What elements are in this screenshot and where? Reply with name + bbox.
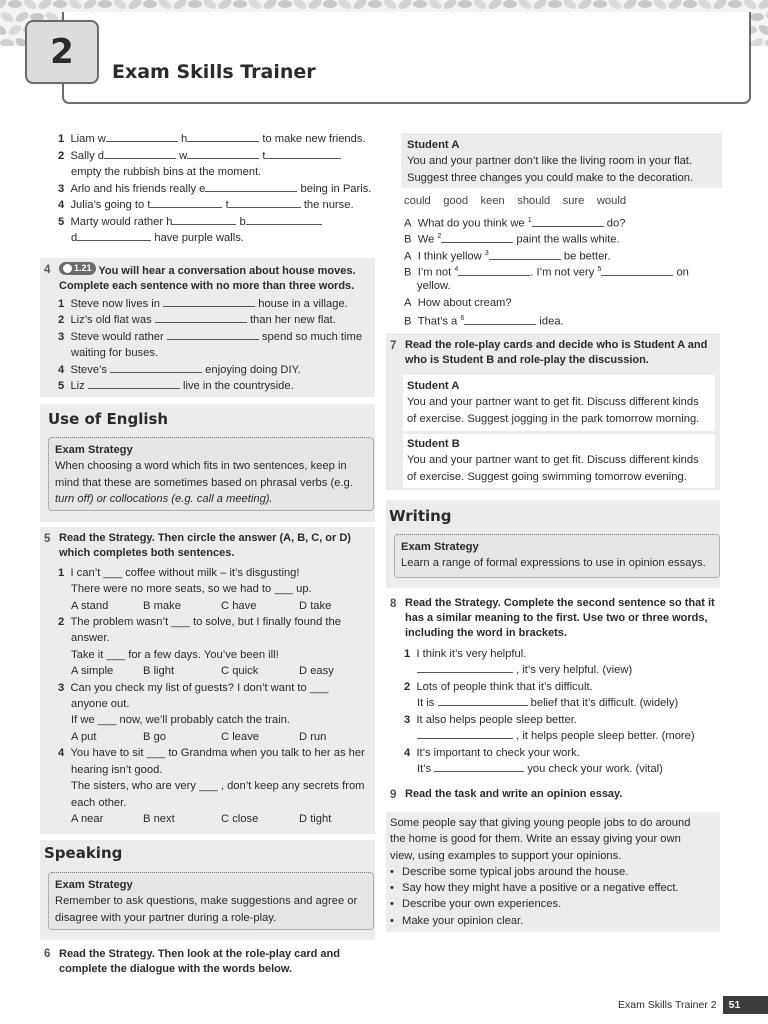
pattern-dot xyxy=(233,0,247,8)
pattern-dot xyxy=(593,0,607,8)
ex5-item-3-line2: If we ___ now, we’ll probably catch the train. xyxy=(71,714,290,726)
answer-blank[interactable] xyxy=(77,230,151,241)
answer-blank[interactable] xyxy=(205,181,297,192)
task-bullet: • Say how they might have a positive or a negative effect. xyxy=(390,880,720,896)
pattern-dot xyxy=(172,0,188,11)
ex4-instruction: 1.21 You will hear a conversation about house moves. Complete each sentence with no more than three words. xyxy=(59,263,356,292)
ex8-item-3-answer: , it helps people sleep better. (more) xyxy=(417,728,695,744)
ex5-item-2-line2: Take it ___ for a few days. You’ve been ill! xyxy=(71,649,279,661)
card-label: Student A xyxy=(407,380,460,392)
word-bank-item: would xyxy=(596,195,627,207)
answer-blank[interactable] xyxy=(489,249,561,260)
option[interactable]: B go xyxy=(143,731,167,743)
pattern-dot xyxy=(622,0,638,11)
ex7-instruction: Read the role-play cards and decide who is Student A and who is Student B and role-play the discussion. xyxy=(405,339,708,366)
use-of-english-title: Use of English xyxy=(48,410,169,428)
use-of-english-strategy xyxy=(48,437,374,511)
pattern-dot xyxy=(278,0,292,8)
strategy-title: Exam Strategy xyxy=(401,541,479,553)
student-a-card-text xyxy=(407,137,719,186)
ex3-item-5: 5 Marty would rather h b xyxy=(58,214,322,230)
card-line: You and your partner don’t like the living room in your flat. xyxy=(407,155,693,168)
ex5-item-1-line1: 1 I can’t ___ coffee without milk – it’s disgusting! xyxy=(58,567,300,579)
ex5-item-1-line2: There were no more seats, so we had to ___ up. xyxy=(71,583,312,595)
task-line: the home is good for them. Write an essay giving your own xyxy=(390,833,681,846)
ex3-item-3: 3 Arlo and his friends really e being in Paris. xyxy=(58,183,372,195)
pattern-dot xyxy=(764,10,768,24)
ex5-item-4-line2: The sisters, who are very ___ , don’t keep any secrets from xyxy=(71,780,365,792)
option[interactable]: D take xyxy=(299,600,332,612)
pattern-dot xyxy=(307,0,323,11)
pattern-dot xyxy=(0,23,8,37)
pattern-dot xyxy=(157,0,173,11)
ex4-item-3: 3 Steve would rather spend so much time xyxy=(58,331,363,343)
task-bullet: • Describe your own experiences. xyxy=(390,896,720,912)
pattern-dot xyxy=(667,0,683,11)
ex3-item-4: 4 Julia’s going to t t the nurse. xyxy=(58,199,354,211)
ex5-item-1-options xyxy=(71,598,331,614)
dialogue-line: A How about cream? xyxy=(404,297,512,309)
answer-blank[interactable] xyxy=(163,296,255,307)
dialogue-line: B That’s a $^6$ idea. xyxy=(404,315,564,328)
option[interactable]: B light xyxy=(143,665,175,677)
pattern-dot xyxy=(517,0,533,11)
pattern-dot xyxy=(638,0,652,8)
ex8-instruction: Read the Strategy. Complete the second sentence so that it has a similar meaning to the first. Use two or three words, including the word in brackets. xyxy=(405,597,715,639)
exercise-number: 5 xyxy=(44,533,51,545)
card-line: of exercise. Suggest going swimming tomorrow evening. xyxy=(407,470,687,483)
pattern-dot xyxy=(757,0,768,11)
answer-blank[interactable] xyxy=(601,265,673,276)
pattern-dot xyxy=(247,0,263,11)
exercise-number: 7 xyxy=(390,340,397,352)
ex3-item-2-cont: empty the rubbish bins at the moment. xyxy=(71,166,262,178)
dialogue-line: B We $^2$ paint the walls white. xyxy=(404,233,620,246)
ex4-item-2: 2 Liz’s old flat was than her new flat. xyxy=(58,314,336,326)
ex3-item-1: 1 Liam w h to make new friends. xyxy=(58,133,366,145)
answer-blank[interactable] xyxy=(464,314,536,325)
pattern-dot xyxy=(67,0,83,11)
answer-blank[interactable] xyxy=(441,232,513,243)
audio-icon xyxy=(63,264,72,273)
option[interactable]: C have xyxy=(221,600,257,612)
ex8-item-3: 3 It also helps people sleep better. xyxy=(404,714,577,726)
option[interactable]: A simple xyxy=(71,665,114,677)
option[interactable]: B make xyxy=(143,600,181,612)
ex9-instruction: Read the task and write an opinion essay. xyxy=(405,788,623,800)
pattern-dot xyxy=(337,0,353,11)
strategy-line: When choosing a word which fits in two sentences, keep in xyxy=(55,460,347,473)
answer-blank[interactable] xyxy=(104,148,176,159)
pattern-dot xyxy=(487,0,503,11)
exercise-number: 6 xyxy=(44,948,51,960)
pattern-dot xyxy=(0,10,15,24)
option[interactable]: C close xyxy=(221,813,259,825)
writing-strategy xyxy=(394,534,720,578)
writing-title: Writing xyxy=(389,507,452,525)
task-bullets xyxy=(390,864,720,929)
dialogue-line: A I think yellow $^3$ be better. xyxy=(404,250,611,263)
task-bullet: • Describe some typical jobs around the house. xyxy=(390,864,720,880)
pattern-dot xyxy=(427,0,443,11)
exercise-number: 9 xyxy=(390,789,397,801)
pattern-dot xyxy=(712,0,728,11)
pattern-dot xyxy=(728,0,742,8)
word-bank-item: should xyxy=(517,195,551,207)
pattern-dot xyxy=(757,23,768,37)
header-frame xyxy=(62,12,751,104)
ex5-item-4-line1: 4 You have to sit ___ to Grandma when you talk to her as her xyxy=(58,747,365,759)
answer-blank[interactable] xyxy=(172,214,236,225)
ex8-item-4: 4 It’s important to check your work. xyxy=(404,747,580,759)
option[interactable]: A near xyxy=(71,813,104,825)
ex5-item-2-line1: 2 The problem wasn’t ___ to solve, but I finally found the xyxy=(58,616,341,628)
option[interactable]: D run xyxy=(299,731,327,743)
speaking-title: Speaking xyxy=(44,844,123,862)
ex5-item-4-options xyxy=(71,811,331,827)
answer-blank[interactable] xyxy=(167,329,259,340)
strategy-title: Exam Strategy xyxy=(55,879,133,891)
pattern-dot xyxy=(0,0,8,11)
dialogue-line: B I’m not $^4$ . I’m not very $^5$ on xyxy=(404,266,689,279)
card-line: You and your partner want to get fit. Discuss different kinds xyxy=(407,396,699,409)
task-line: view, using examples to support your opinions. xyxy=(390,849,622,862)
answer-blank[interactable] xyxy=(246,214,322,225)
unit-number-box xyxy=(25,20,99,84)
page-footer xyxy=(618,996,768,1014)
pattern-dot xyxy=(202,0,218,11)
pattern-dot xyxy=(8,0,22,8)
ex4-item-3-cont: waiting for buses. xyxy=(71,347,159,359)
pattern-dot xyxy=(82,0,98,11)
speaking-strategy xyxy=(48,872,374,930)
answer-blank[interactable] xyxy=(532,216,604,227)
pattern-dot xyxy=(697,0,713,11)
pattern-dot xyxy=(472,0,488,11)
answer-blank[interactable] xyxy=(187,131,259,142)
answer-blank[interactable] xyxy=(187,148,259,159)
word-bank xyxy=(404,193,626,209)
pattern-dot xyxy=(53,0,67,8)
pattern-dot xyxy=(368,0,382,8)
ex3-item-5-cont: d have purple walls. xyxy=(71,232,244,244)
pattern-dot xyxy=(323,0,337,8)
pattern-dot xyxy=(750,13,764,21)
dialogue-line: A What do you think we $^1$ do? xyxy=(404,217,626,230)
ex5-instruction: Read the Strategy. Then circle the answer (A, B, C, or D) which completes both sentences. xyxy=(59,532,351,559)
pattern-dot xyxy=(217,0,233,11)
answer-blank[interactable] xyxy=(106,131,178,142)
card-label: Student B xyxy=(407,438,460,450)
card-line: You and your partner want to get fit. Discuss different kinds xyxy=(407,454,699,467)
task-line: Some people say that giving young people jobs to do around xyxy=(390,817,691,829)
word-bank-item: keen xyxy=(480,195,505,207)
pattern-dot xyxy=(607,0,623,11)
word-bank-item: could xyxy=(404,195,431,207)
pattern-dot xyxy=(749,36,765,46)
word-bank-item: sure xyxy=(562,195,585,207)
pattern-dot xyxy=(683,0,697,8)
strategy-line: disagree with your partner during a role-play. xyxy=(55,911,277,924)
pattern-dot xyxy=(7,23,23,37)
ex5-item-4-line1b: hearing isn’t good. xyxy=(71,764,163,776)
answer-blank[interactable] xyxy=(417,662,513,673)
pattern-dot xyxy=(352,0,368,11)
option[interactable]: D easy xyxy=(299,665,334,677)
audio-track-badge[interactable]: 1.21 xyxy=(59,262,96,275)
task-bullet: • Make your opinion clear. xyxy=(390,913,720,929)
pattern-dot xyxy=(262,0,278,11)
ex5-item-2-line1b: answer. xyxy=(71,632,110,644)
answer-blank[interactable] xyxy=(417,728,513,739)
answer-blank[interactable] xyxy=(229,197,301,208)
pattern-dot xyxy=(577,0,593,11)
pattern-dot xyxy=(112,0,128,11)
pattern-dot xyxy=(382,0,398,11)
ex5-item-3-line1b: anyone out. xyxy=(71,698,130,710)
pattern-dot xyxy=(742,0,758,11)
card-line: of exercise. Suggest jogging in the park tomorrow morning. xyxy=(407,412,700,425)
ex8-item-1: 1 I think it’s very helpful. xyxy=(404,648,527,660)
card-line: Suggest three changes you could make to the decoration. xyxy=(407,171,694,184)
ex3-item-2: 2 Sally d w t xyxy=(58,148,341,164)
answer-blank[interactable] xyxy=(438,695,528,706)
pattern-dot xyxy=(458,0,472,8)
page-number: 51 xyxy=(723,996,768,1014)
student-b-card-ex7-text xyxy=(407,436,715,485)
pattern-dot xyxy=(532,0,548,11)
essay-task-text xyxy=(390,815,720,929)
option[interactable]: C quick xyxy=(221,665,259,677)
option[interactable]: B next xyxy=(143,813,175,825)
pattern-dot xyxy=(503,0,517,8)
ex8-item-1-answer: , it’s very helpful. (view) xyxy=(417,662,632,678)
pattern-dot xyxy=(127,0,143,11)
pattern-dot xyxy=(0,39,14,46)
answer-blank[interactable] xyxy=(458,265,530,276)
strategy-title: Exam Strategy xyxy=(55,444,133,456)
strategy-line: Remember to ask questions, make suggestions and agree or xyxy=(55,895,358,908)
pattern-dot xyxy=(413,0,427,8)
pattern-dot xyxy=(397,0,413,11)
ex5-item-2-options xyxy=(71,663,334,679)
ex8-item-4-answer: It’s you check your work. (vital) xyxy=(417,763,663,775)
answer-blank[interactable] xyxy=(434,761,524,772)
ex5-item-3-options xyxy=(71,729,326,745)
option[interactable]: C leave xyxy=(221,731,259,743)
answer-blank[interactable] xyxy=(110,362,202,373)
pattern-dot xyxy=(548,0,562,8)
answer-blank[interactable] xyxy=(155,312,247,323)
pattern-dot xyxy=(652,0,668,11)
word-bank-item: good xyxy=(443,195,469,207)
pattern-dot xyxy=(98,0,112,8)
ex8-item-2: 2 Lots of people think that it’s difficult. xyxy=(404,681,593,693)
ex5-item-4-line2b: each other. xyxy=(71,797,127,809)
unit-number: 2 xyxy=(50,31,74,72)
pattern-dot xyxy=(37,0,53,11)
exercise-number: 4 xyxy=(44,264,51,276)
ex5-item-3-line1: 3 Can you check my list of guests? I don’t want to ___ xyxy=(58,682,329,694)
answer-blank[interactable] xyxy=(88,378,180,389)
pattern-dot xyxy=(143,0,157,8)
dialogue-line-cont: yellow. xyxy=(417,280,451,292)
ex4-item-4: 4 Steve’s enjoying doing DIY. xyxy=(58,364,301,376)
strategy-line: turn off) or collocations (e.g. call a meeting). xyxy=(55,492,273,505)
ex4-item-1: 1 Steve now lives in house in a village. xyxy=(58,298,348,310)
exercise-number: 8 xyxy=(390,598,397,610)
option[interactable]: D tight xyxy=(299,813,332,825)
page-title: Exam Skills Trainer xyxy=(112,61,316,83)
ex8-item-2-answer: It is belief that it’s difficult. (widely) xyxy=(417,697,679,709)
pattern-dot xyxy=(188,0,202,8)
strategy-line: mind that these are sometimes based on phrasal verbs (e.g. xyxy=(55,476,353,489)
ex6-instruction: Read the Strategy. Then look at the role-play card and complete the dialogue with the words below. xyxy=(59,948,340,975)
ex4-item-5: 5 Liz live in the countryside. xyxy=(58,380,294,392)
answer-blank[interactable] xyxy=(150,197,222,208)
footer-label: Exam Skills Trainer 2 xyxy=(618,998,717,1011)
option[interactable]: A stand xyxy=(71,600,109,612)
option[interactable]: A put xyxy=(71,731,97,743)
card-label: Student A xyxy=(407,139,460,151)
answer-blank[interactable] xyxy=(265,148,341,159)
pattern-dot xyxy=(22,0,38,11)
pattern-dot xyxy=(442,0,458,11)
pattern-dot xyxy=(292,0,308,11)
student-a-card-ex7-text xyxy=(407,378,715,427)
strategy-line: Learn a range of formal expressions to use in opinion essays. xyxy=(401,557,706,570)
pattern-dot xyxy=(562,0,578,11)
